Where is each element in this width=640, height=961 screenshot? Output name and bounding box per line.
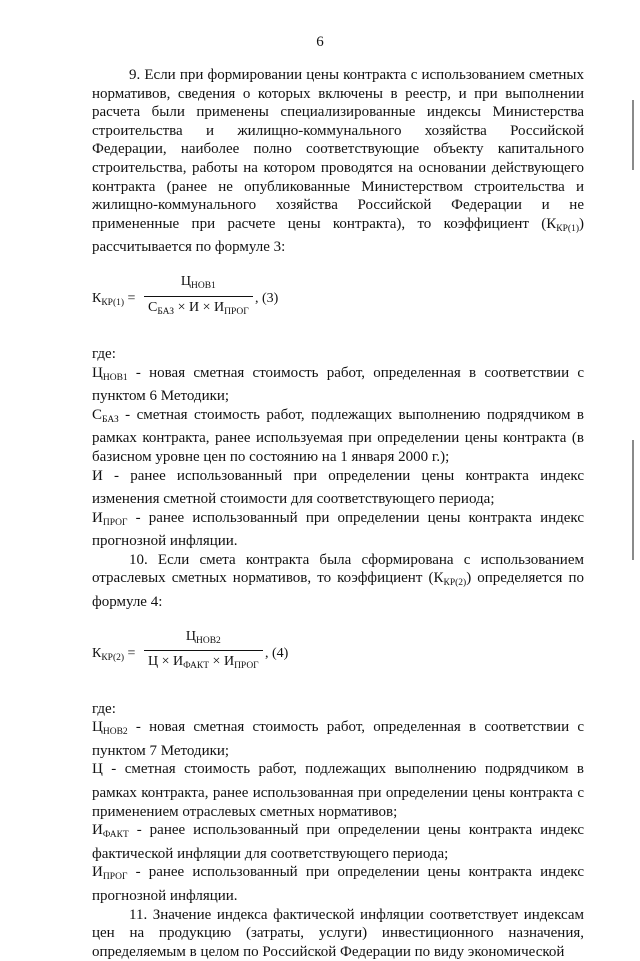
coef-symbol: К	[433, 570, 444, 587]
definition-item: $И_{ФАКТ}$ - ранее использованный при определении цены контракта индекс фактической инфляции для соответствующего периода;	[92, 822, 584, 862]
definition-item: $Ц_{НОВ1}$ - новая сметная стоимость работ, определенная в соответствии с пунктом 6 Методики;	[92, 364, 584, 405]
formula-4-denominator: $Ц \times И_{ФАКТ} \times И_{ПРОГ}$	[148, 654, 259, 672]
formula-3-denominator: $С_{БАЗ} \times И \times И_{ПРОГ}$	[148, 299, 249, 317]
formula-3-number: , (3)	[255, 290, 279, 306]
scan-edge-mark	[632, 100, 634, 170]
where-label-1: где:	[92, 345, 116, 362]
scan-edge-mark	[632, 440, 634, 560]
paragraph-11: 11. Значение индекса фактической инфляции соответствует индексам цен на продукцию (затраты, услуги) инвестиционного назначения, определяемым в целом по Российской Федерации по виду экономической	[92, 906, 584, 960]
definitions-2	[92, 718, 584, 905]
definitions-1	[92, 364, 584, 551]
definition-item: $Ц_{НОВ2}$ - новая сметная стоимость работ, определенная в соответствии с пунктом 7 Методики;	[92, 719, 584, 759]
formula-4-number: , (4)	[265, 645, 289, 661]
coef-subscript: КР(1)	[556, 223, 579, 234]
definition-item: Ц - сметная стоимость работ, подлежащих выполнению подрядчиком в рамках контракта, ранее использованная при определении цены контракта с применением отраслевых сметных нормативов;	[92, 761, 584, 820]
coef-subscript: КР(2)	[443, 578, 467, 589]
document-body	[92, 66, 584, 961]
definition-item: $И_{ПРОГ}$ - ранее использованный при определении цены контракта индекс прогнозной инфляции.	[92, 864, 584, 904]
formula-4-fraction	[144, 628, 263, 676]
paragraph-9-end: ) рассчитывается по формуле 3:	[92, 215, 584, 256]
formula-4	[92, 628, 584, 678]
formula-3-lhs: $К_{КР(1)}$ =	[92, 290, 136, 308]
formula-4-numerator: $Ц_{НОВ2}$	[185, 628, 221, 646]
where-label-2: где:	[92, 700, 116, 717]
paragraph-10	[92, 551, 584, 612]
paragraph-10-end: ) определяется по формуле 4:	[92, 570, 584, 611]
formula-3	[92, 273, 584, 323]
coef-symbol: К	[546, 215, 557, 232]
definition-item: $И_{ПРОГ}$ - ранее использованный при определении цены контракта индекс прогнозной инфляции.	[92, 509, 584, 550]
paragraph-9-text: 9. Если при формировании цены контракта с использованием сметных нормативов, сведения о которых включены в реестр, и при выполнении расчета были применены специализированные индексы Министерства строительства и жилищно-коммунального хозяйства Российской Федерации, наиболее полно соответствующие объекту капитального строительства, работы на котором проводятся на основании действующего контракта (ранее не опубликованные Министерством строительства и жилищно-коммунального хозяйства Российской Федерации и не примененные при расчете цены контракта), то коэффициент (	[92, 67, 584, 232]
paragraph-9	[92, 66, 584, 257]
formula-4-lhs: $К_{КР(2)}$ =	[92, 645, 136, 663]
formula-3-numerator: $Ц_{НОВ1}$	[180, 273, 216, 291]
definition-item: И - ранее использованный при определении цены контракта индекс изменения сметной стоимости для соответствующего периода;	[92, 467, 584, 508]
definition-item: $С_{БАЗ}$ - сметная стоимость работ, подлежащих выполнению подрядчиком в рамках контракта, ранее используемая при определении цены контракта (в базисном уровне цен по состоянию на 1 января 2000 г.);	[92, 406, 584, 465]
page-number: 6	[316, 34, 324, 50]
paragraph-10-text: 10. Если смета контракта была сформирована с использованием отраслевых сметных нормативов, то коэффициент (	[92, 551, 584, 587]
formula-3-fraction	[144, 273, 253, 321]
